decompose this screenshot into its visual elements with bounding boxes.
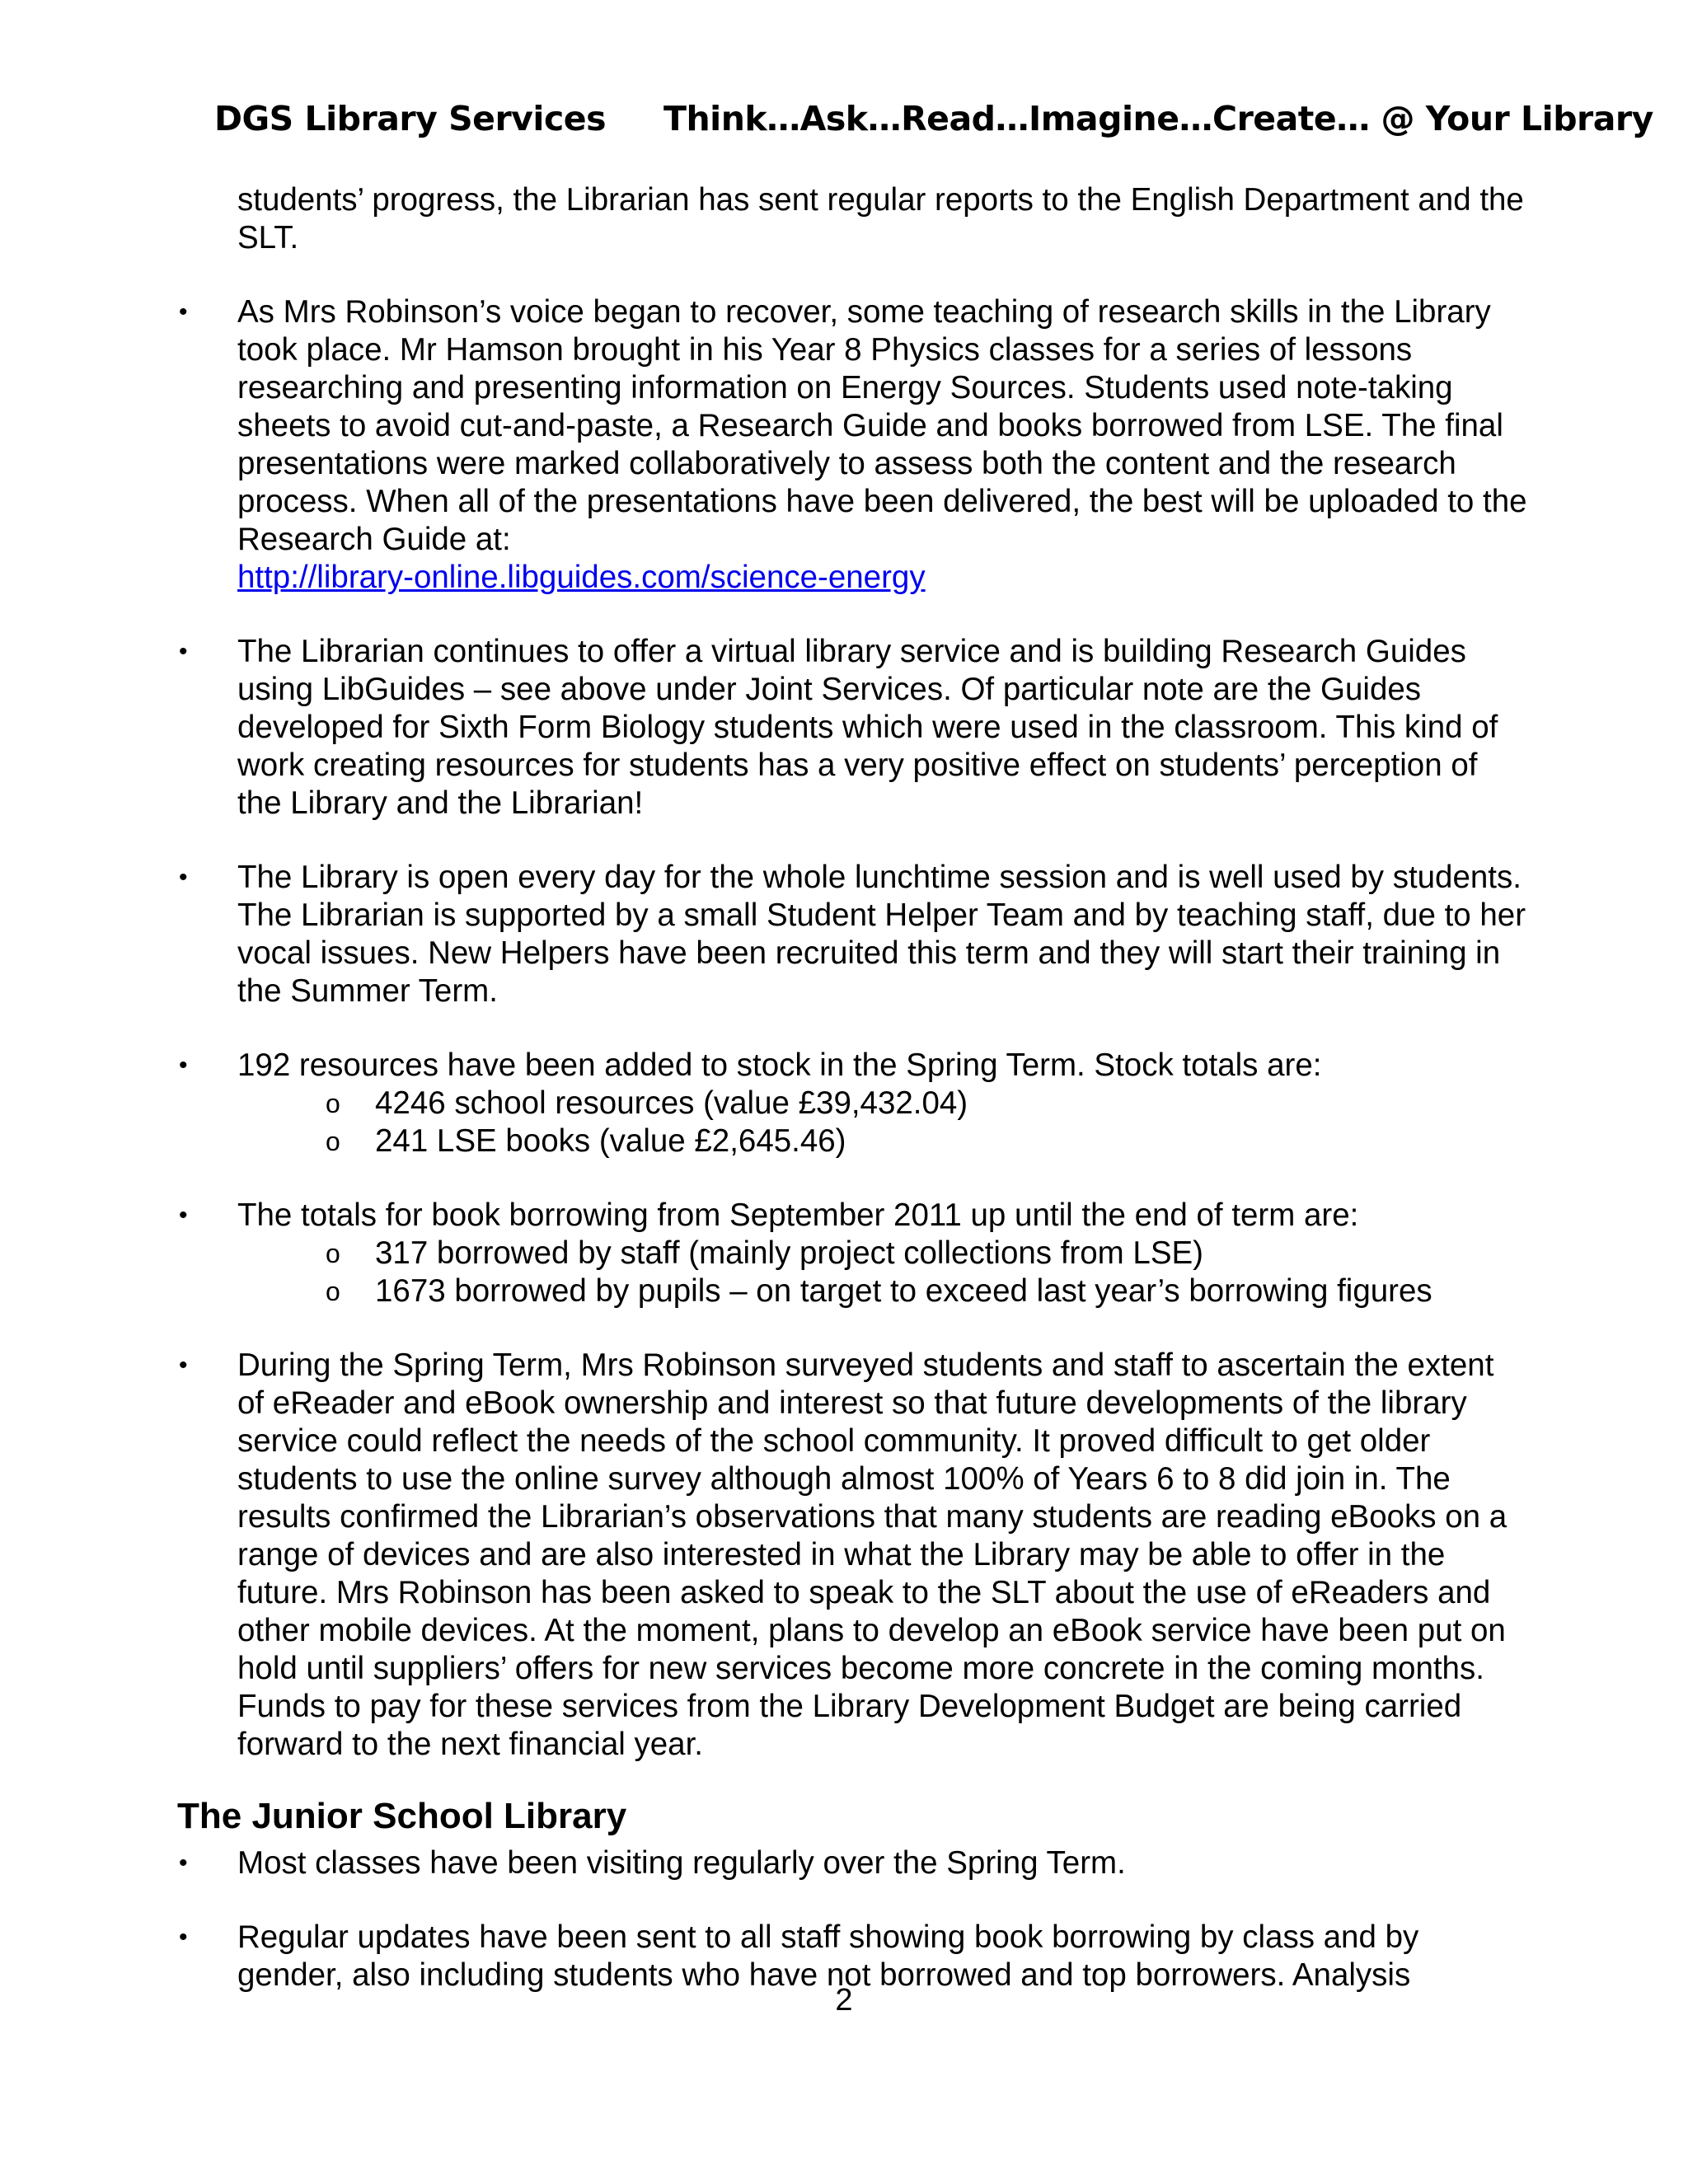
bullet-icon: • [179,638,188,665]
page-number: 2 [835,1983,853,2018]
sub-list-item-text: 241 LSE books (value £2,645.46) [375,1123,846,1159]
bullet-icon: • [179,1052,188,1079]
bullet-icon: • [179,1849,188,1877]
circle-bullet-icon: o [326,1089,340,1118]
intro-paragraph: students’ progress, the Librarian has sent regular reports to the English Department and the SLT. [237,182,1524,255]
list-item-text: 192 resources have been added to stock in the Spring Term. Stock totals are: [237,1047,1322,1083]
circle-bullet-icon: o [326,1277,340,1306]
bullet-icon: • [179,1924,188,1951]
bullet-icon: • [179,1202,188,1229]
list-item-text: As Mrs Robinson’s voice began to recover, some teaching of research skills in the Library took place. Mr Hamson brought in his Year 8 Physics classes for a series of lessons researching and presenting information on Energy Sources. Students used note-taking sheets to avoid cut-and-paste, a Research Guide and books borrowed from LSE. The final presentations were marked collaboratively to assess both the content and the research process. When all of the presentations have been delivered, the best will be uploaded to the Research Guide at: [237,294,1527,557]
list-item-text: During the Spring Term, Mrs Robinson surveyed students and staff to ascertain the extent of eReader and eBook ownership and interest so that future developments of the library service could reflect the needs of the school community. It proved difficult to get older students to use the online survey although almost 100% of Years 6 to 8 did join in. The results confirmed the Librarian’s observations that many students are reading eBooks on a range of devices and are also interested in what the Library may be able to offer in the future. Mrs Robinson has been asked to speak to the SLT about the use of eReaders and other mobile devices. At the moment, plans to develop an eBook service have been put on hold until suppliers’ offers for new services become more concrete in the coming months. Funds to pay for these services from the Library Development Budget are being carried forward to the next financial year. [237,1347,1507,1762]
sub-list-item [177,1085,1529,1122]
sub-list-item [177,1272,1529,1310]
page-header [0,99,1688,152]
list-item [177,1347,1529,1764]
document-body [177,181,1529,1994]
bullet-icon: • [179,298,188,326]
sub-list-item-text: 1673 borrowed by pupils – on target to exceed last year’s borrowing figures [375,1273,1432,1309]
research-guide-link[interactable]: http://library-online.libguides.com/science-energy [237,560,926,595]
sub-list-item [177,1235,1529,1272]
list-item [177,633,1529,823]
list-item-text: Most classes have been visiting regularly over the Spring Term. [237,1845,1126,1881]
header-tagline: Think…Ask…Read…Imagine…Create… @ Your Library [663,99,1653,138]
stock-totals-list [177,1085,1529,1160]
list-item-text: The Library is open every day for the whole lunchtime session and is well used by students. The Librarian is supported by a small Student Helper Team and by teaching staff, due to her vocal issues. New Helpers have been recruited this term and they will start their training in the Summer Term. [237,860,1526,1009]
list-item [177,1844,1529,1882]
list-item-text: The Librarian continues to offer a virtual library service and is building Research Guides using LibGuides – see above under Joint Services. Of particular note are the Guides developed for Sixth Form Biology students which were used in the classroom. This kind of work creating resources for students has a very positive effect on students’ perception of the Library and the Librarian! [237,634,1498,821]
list-item [177,1047,1529,1085]
list-item [177,1197,1529,1235]
list-item [177,293,1529,597]
circle-bullet-icon: o [326,1239,340,1268]
bullet-icon: • [179,864,188,891]
sub-list-item [177,1122,1529,1160]
list-item [177,859,1529,1010]
borrowing-totals-list [177,1235,1529,1310]
sub-list-item-text: 4246 school resources (value £39,432.04) [375,1085,968,1121]
list-item-text: Regular updates have been sent to all staff showing book borrowing by class and by gender, also including students who have not borrowed and top borrowers. Analysis [237,1919,1419,1993]
bullet-icon: • [179,1352,188,1379]
circle-bullet-icon: o [326,1127,340,1156]
sub-list-item-text: 317 borrowed by staff (mainly project collections from LSE) [375,1235,1204,1271]
list-item-text: The totals for book borrowing from September 2011 up until the end of term are: [237,1197,1359,1233]
section-heading: The Junior School Library [177,1796,627,1836]
header-title: DGS Library Services [214,99,606,138]
